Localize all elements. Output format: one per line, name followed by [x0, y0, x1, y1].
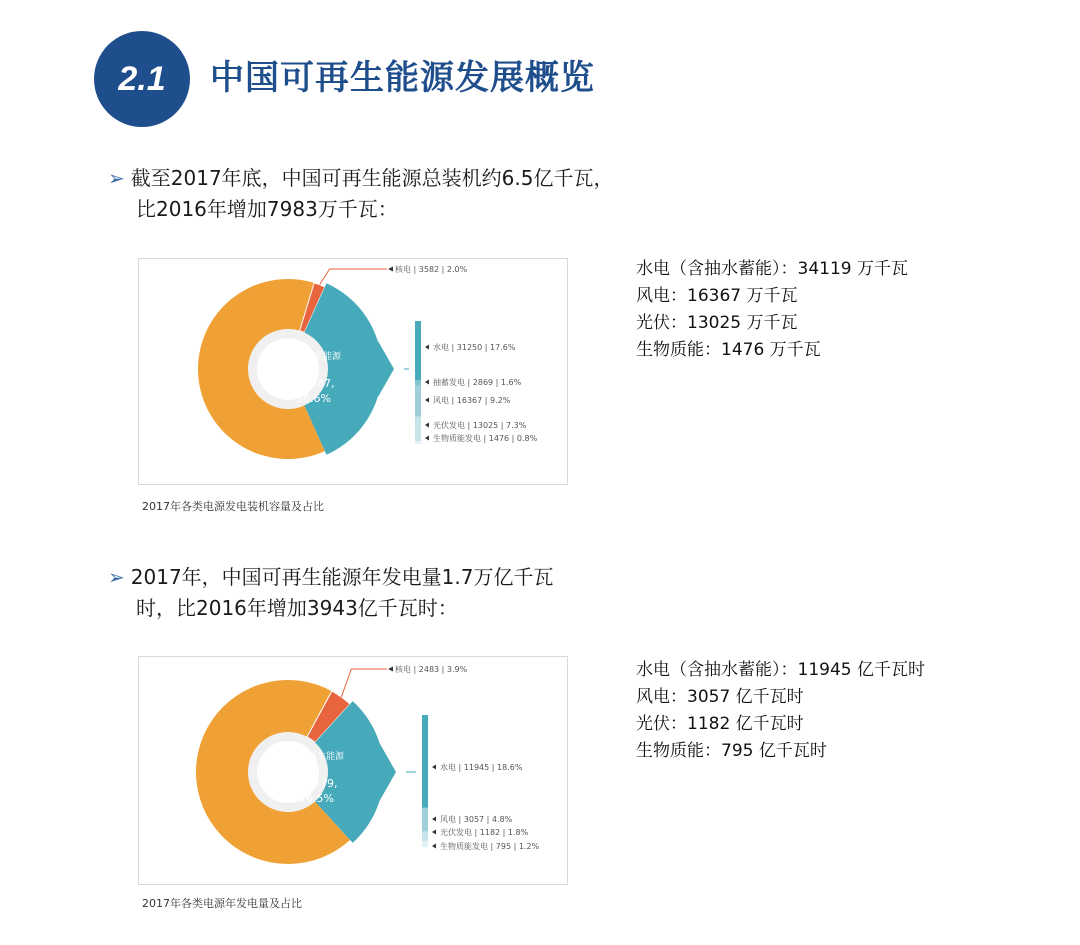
section-number-badge — [94, 31, 190, 127]
breakdown-pointer-icon — [432, 844, 436, 849]
nuclear-leader-line — [341, 669, 387, 697]
breakdown-label-2: 风电 | 16367 | 9.2% — [433, 396, 511, 405]
breakdown-label-4: 生物质能发电 | 1476 | 0.8% — [433, 434, 538, 443]
breakdown-bar-3 — [422, 841, 428, 847]
breakdown-pointer-icon — [432, 830, 436, 835]
capacity-chart-caption: 2017年各类电源发电装机容量及占比 — [142, 500, 324, 513]
label-renewable-value: 16979, 26.5% — [299, 777, 338, 805]
generation-stat-solar: 光伏：1182 亿千瓦时 — [636, 714, 804, 734]
capacity-stat-solar: 光伏：13025 万千瓦 — [636, 313, 798, 333]
breakdown-bar-0 — [422, 715, 428, 808]
label-renewable-name: 可再生能源发电 — [299, 752, 345, 774]
capacity-stats-list — [636, 256, 908, 364]
capacity-stat-hydro: 水电（含抽水蓄能）：34119 万千瓦 — [636, 259, 908, 279]
breakdown-bar-1 — [415, 380, 421, 385]
bullet-generation — [108, 562, 648, 624]
label-thermal-name: 火电（不含生物质） — [152, 362, 198, 384]
nuclear-leader-line — [320, 269, 387, 285]
label-nuclear: 核电 | 2483 | 3.9% — [395, 665, 468, 674]
bullet-capacity — [108, 163, 648, 225]
breakdown-bar-4 — [415, 441, 421, 444]
capacity-stat-wind: 风电：16367 万千瓦 — [636, 286, 798, 306]
capacity-donut-chart — [139, 259, 567, 484]
bullet-capacity-line2: 比2016年增加7983万千瓦： — [136, 197, 398, 221]
breakdown-pointer-icon — [425, 423, 429, 428]
bullet-generation-line1: 2017年，中国可再生能源年发电量1.7万亿千瓦 — [130, 565, 554, 589]
capacity-stat-biomass: 生物质能：1476 万千瓦 — [636, 340, 821, 360]
capacity-chart-frame — [138, 258, 568, 485]
nuclear-pointer-icon — [388, 667, 393, 672]
breakdown-pointer-icon — [425, 398, 429, 403]
breakdown-bar-0 — [415, 321, 421, 380]
breakdown-label-1: 抽蓄发电 | 2869 | 1.6% — [433, 378, 522, 387]
generation-stat-hydro: 水电（含抽水蓄能）：11945 亿千瓦时 — [636, 660, 925, 680]
label-renewable-value: 64987, 36.6% — [296, 377, 335, 405]
breakdown-pointer-icon — [432, 765, 436, 770]
label-nuclear: 核电 | 3582 | 2.0% — [395, 265, 468, 274]
breakdown-bar-2 — [415, 386, 421, 417]
generation-stat-biomass: 生物质能：795 亿千瓦时 — [636, 741, 827, 761]
bullet-capacity-line1: 截至2017年底，中国可再生能源总装机约6.5亿千瓦， — [130, 166, 614, 190]
page-title: 中国可再生能源发展概览 — [210, 58, 595, 98]
nuclear-pointer-icon — [388, 267, 393, 272]
breakdown-bar-2 — [422, 832, 428, 841]
generation-donut-chart — [139, 657, 567, 884]
breakdown-pointer-icon — [432, 817, 436, 822]
breakdown-bar-1 — [422, 808, 428, 832]
breakdown-label-1: 风电 | 3057 | 4.8% — [440, 815, 513, 824]
generation-chart-frame — [138, 656, 568, 885]
section-number: 2.1 — [118, 59, 166, 98]
breakdown-label-0: 水电 | 31250 | 17.6% — [433, 343, 516, 352]
renewable-pointer — [378, 341, 394, 397]
breakdown-label-3: 生物质能发电 | 795 | 1.2% — [440, 842, 540, 851]
generation-stat-wind: 风电：3057 亿千瓦时 — [636, 687, 804, 707]
breakdown-pointer-icon — [425, 380, 429, 385]
generation-stats-list — [636, 657, 925, 765]
breakdown-label-3: 光伏发电 | 13025 | 7.3% — [433, 421, 527, 430]
breakdown-label-0: 水电 | 11945 | 18.6% — [440, 763, 523, 772]
arrow-bullet-icon: ➢ — [108, 565, 125, 589]
label-thermal-value: 109128, 61.4% — [152, 387, 198, 415]
breakdown-pointer-icon — [425, 345, 429, 350]
arrow-bullet-icon: ➢ — [108, 166, 125, 190]
bullet-generation-line2: 时，比2016年增加3943亿千瓦时： — [136, 596, 458, 620]
generation-chart-caption: 2017年各类电源年发电量及占比 — [142, 897, 302, 910]
label-renewable-name: 可再生能源发电 — [296, 352, 342, 374]
breakdown-bar-3 — [415, 417, 421, 442]
breakdown-pointer-icon — [425, 436, 429, 441]
renewable-pointer — [380, 744, 396, 800]
label-thermal-value: 44718, 69.6% — [152, 783, 191, 811]
label-thermal-name: 火电（不含生物质） — [152, 758, 198, 780]
breakdown-label-2: 光伏发电 | 1182 | 1.8% — [440, 828, 529, 837]
